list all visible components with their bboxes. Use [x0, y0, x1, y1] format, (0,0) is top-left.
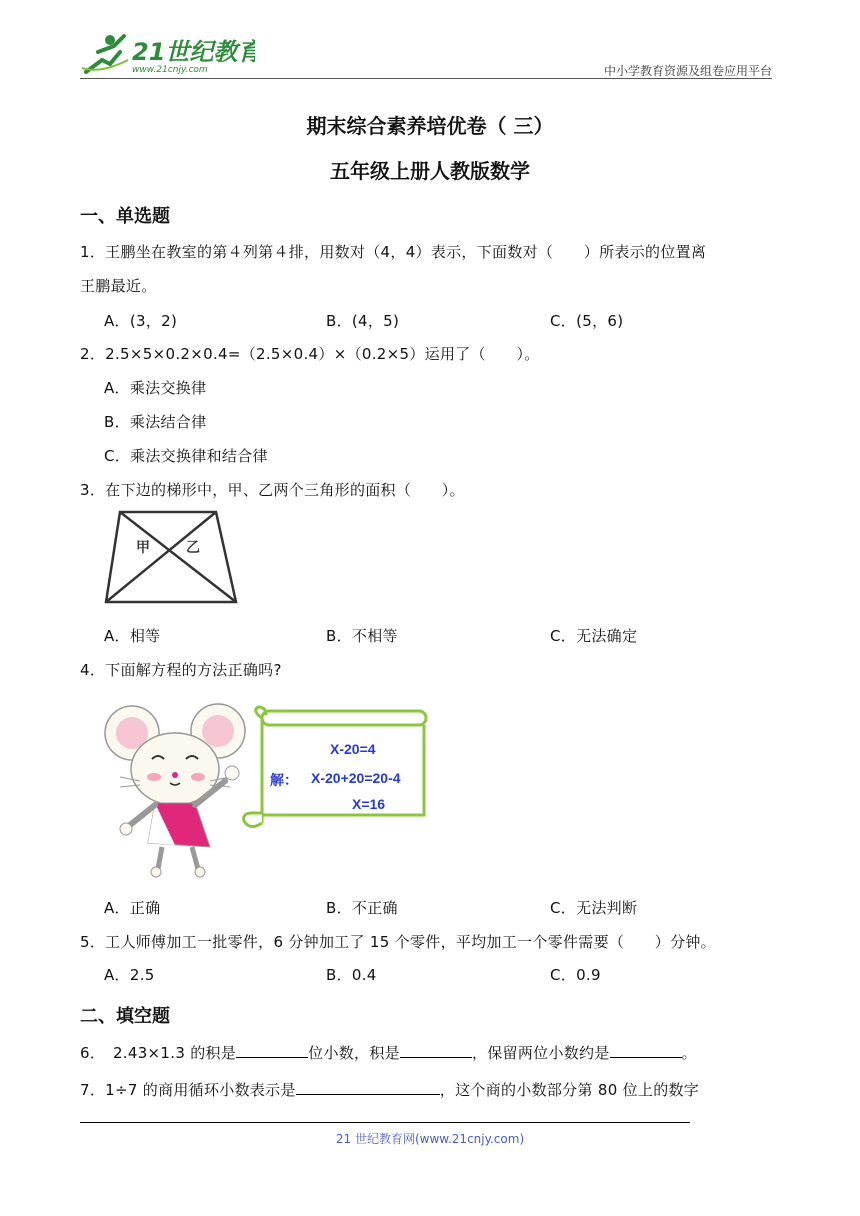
question-5-option-c[interactable]: C．0.9 [550, 966, 601, 984]
footer-divider [80, 1122, 690, 1123]
question-6-part-1: 6． 2.43×1.3 的积是 [80, 1044, 237, 1062]
page-title: 期末综合素养培优卷（ 三） [306, 114, 554, 138]
question-3-text: 3．在下边的梯形中，甲、乙两个三角形的面积（ ）。 [80, 481, 465, 499]
trapezoid-figure [100, 506, 242, 606]
question-7 [80, 1079, 699, 1100]
question-2-text: 2．2.5×5×0.2×0.4=（2.5×0.4）×（0.2×5）运用了（ ）。 [80, 345, 540, 363]
page-subtitle: 五年级上册人教版数学 [330, 159, 530, 183]
question-4-option-a[interactable]: A．正确 [104, 899, 161, 917]
question-3-option-b[interactable]: B．不相等 [326, 627, 398, 645]
question-6-blank-3[interactable] [610, 1042, 682, 1058]
section-heading-single-choice: 一、单选题 [80, 206, 170, 227]
question-6-blank-2[interactable] [400, 1042, 472, 1058]
question-3-option-a[interactable]: A．相等 [104, 627, 161, 645]
question-7-part-2: ，这个商的小数部分第 80 位上的数字 [439, 1081, 700, 1099]
question-1-option-b[interactable]: B．(4，5) [326, 312, 400, 330]
platform-label: 中小学教育资源及组卷应用平台 [603, 64, 772, 78]
question-3-option-c[interactable]: C．无法确定 [550, 627, 638, 645]
logo-url-text: www.21cnjy.com [132, 65, 208, 75]
question-2-option-a[interactable]: A．乘法交换律 [104, 379, 207, 397]
question-7-blank-1[interactable] [296, 1079, 440, 1095]
question-1-option-a[interactable]: A．(3，2) [104, 312, 178, 330]
question-6-part-3: ，保留两位小数约是 [471, 1044, 610, 1062]
question-6 [80, 1042, 697, 1063]
logo-runner-icon [80, 30, 255, 78]
scroll-equation-line-2: X-20+20=20-4 [311, 770, 401, 786]
question-6-part-2: 位小数，积是 [308, 1044, 400, 1062]
question-2-option-c[interactable]: C．乘法交换律和结合律 [104, 447, 268, 465]
question-1-line-2: 王鹏最近。 [80, 277, 157, 295]
scroll-solution-label: 解： [270, 772, 298, 788]
question-2-option-b[interactable]: B．乘法结合律 [104, 413, 207, 431]
question-6-part-4: 。 [681, 1044, 697, 1062]
question-5-option-b[interactable]: B．0.4 [326, 966, 377, 984]
question-4-text: 4．下面解方程的方法正确吗? [80, 661, 282, 679]
question-4-option-c[interactable]: C．无法判断 [550, 899, 638, 917]
logo-text: 21世纪教育 [132, 38, 255, 66]
footer-text: 21 世纪教育网(www.21cnjy.com) [335, 1132, 525, 1146]
triangle-label-jia: 甲 [136, 540, 150, 556]
question-6-blank-1[interactable] [236, 1042, 308, 1058]
header-divider [80, 78, 772, 79]
scroll-equation-line-1: X-20=4 [330, 741, 376, 757]
question-4-option-b[interactable]: B．不正确 [326, 899, 398, 917]
mouse-illustration [100, 697, 260, 882]
section-heading-fill-in: 二、填空题 [80, 1006, 170, 1027]
question-7-part-1: 7．1÷7 的商用循环小数表示是 [80, 1081, 296, 1099]
triangle-label-yi: 乙 [186, 540, 200, 556]
question-5-text: 5．工人师傅加工一批零件，6 分钟加工了 15 个零件，平均加工一个零件需要（ ）分钟。 [80, 933, 716, 951]
question-5-option-a[interactable]: A．2.5 [104, 966, 155, 984]
logo [80, 30, 255, 78]
scroll-equation-line-3: X=16 [352, 796, 386, 812]
question-1-line-1: 1．王鹏坐在教室的第４列第４排，用数对（4，4）表示，下面数对（ ）所表示的位置离 [80, 243, 707, 261]
question-1-option-c[interactable]: C．(5，6) [550, 312, 624, 330]
